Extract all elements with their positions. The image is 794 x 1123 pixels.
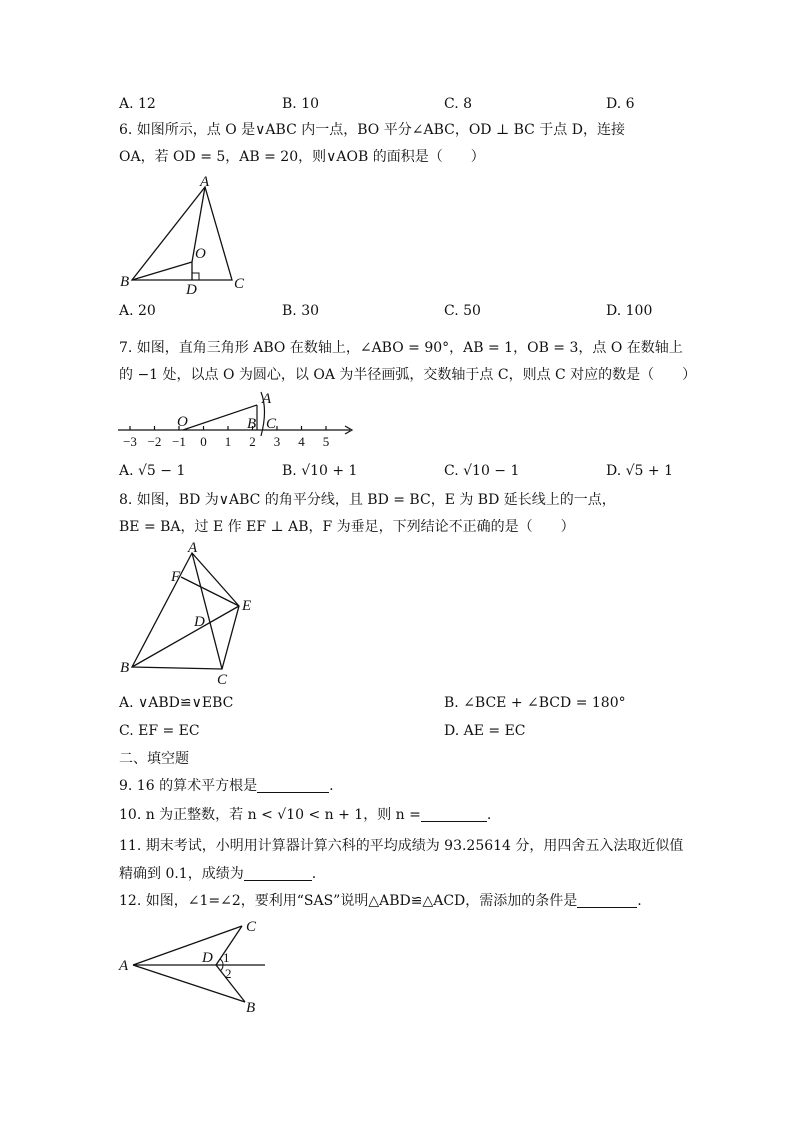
q7-tick-label: −3: [123, 434, 137, 449]
q7-tick-label: 0: [200, 434, 207, 449]
q10-question: [119, 806, 491, 824]
q7-tick-label: −1: [172, 434, 186, 449]
q8-quad-abce: [132, 553, 239, 669]
q11-text: 精确到 0.1，成绩为: [119, 866, 244, 882]
q6-option-d: D. 100: [606, 303, 653, 319]
q6-question-line1: 6. 如图所示，点 O 是∨ABC 内一点，BO 平分∠ABC，OD ⊥ BC 于点 D，连接: [119, 122, 625, 138]
q7-tick-labels: [123, 434, 329, 449]
q12-text: 12. 如图，∠1=∠2，要利用“SAS”说明△ABD≌△ACD，需添加的条件是: [119, 893, 578, 909]
q7-tick-label: 4: [298, 434, 305, 449]
q8-option-b: B. ∠BCE + ∠BCD = 180°: [444, 695, 626, 711]
q6-triangle-abc: [132, 187, 232, 280]
q7-tick-label: 2: [249, 434, 256, 449]
q10-end: .: [486, 807, 492, 823]
q7-option-a: A. √5 − 1: [119, 463, 186, 479]
q5-option-b: B. 10: [282, 96, 320, 112]
q6-label-b: B: [120, 274, 130, 290]
q12-label-b: B: [246, 1000, 256, 1016]
q6-figure: [110, 170, 260, 300]
q8-question-line2: BE = BA，过 E 作 EF ⊥ AB，F 为垂足，下列结论不正确的是（ ）: [119, 519, 575, 535]
q12-label-c: C: [246, 919, 257, 935]
q7-label-a: A: [262, 391, 272, 407]
q8-label-f: F: [171, 569, 181, 585]
q7-label-c: C: [266, 416, 277, 432]
q8-option-c: C. EF = EC: [119, 723, 200, 739]
q12-label-d: D: [202, 950, 213, 966]
q8-label-a: A: [188, 540, 198, 556]
q8-segment-fe: [181, 577, 239, 606]
q7-label-o: O: [177, 414, 188, 430]
q9-question: [119, 777, 334, 795]
q8-label-e: E: [242, 598, 252, 614]
q12-answer-blank[interactable]: [577, 893, 637, 908]
q12-question: [119, 892, 642, 910]
q7-tick-label: 1: [224, 434, 232, 449]
q7-tick-label: −2: [147, 434, 162, 449]
q12-figure: [110, 915, 280, 1020]
q8-figure: [110, 540, 270, 690]
q8-label-c: C: [217, 672, 228, 688]
q7-tick-label: 3: [273, 434, 281, 449]
q9-end: .: [329, 778, 334, 794]
q10-answer-blank[interactable]: [421, 807, 487, 822]
q11-end: .: [311, 866, 317, 882]
q12-label-a: A: [119, 958, 129, 974]
q10-text: 10. n 为正整数，若 n < √10 < n + 1，则 n =: [119, 807, 421, 823]
q12-label-angle1: 1: [223, 950, 230, 965]
q11-answer-blank[interactable]: [244, 866, 312, 881]
q6-label-o: O: [195, 246, 206, 262]
q5-option-c: C. 8: [444, 96, 473, 112]
q7-label-b: B: [247, 416, 257, 432]
q7-tick-label: 5: [322, 434, 330, 449]
q5-option-a: A. 12: [119, 96, 156, 112]
q8-question-line1: 8. 如图，BD 为∨ABC 的角平分线，且 BD = BC，E 为 BD 延长线上的一点，: [119, 492, 616, 508]
q8-option-a: A. ∨ABD≌∨EBC: [119, 695, 234, 711]
q12-angle2-arc: [220, 965, 223, 971]
q6-option-b: B. 30: [282, 303, 320, 319]
q6-question-line2: OA，若 OD = 5，AB = 20，则∨AOB 的面积是（ ）: [119, 149, 485, 165]
q8-label-b: B: [120, 660, 130, 676]
q7-segment-oa: [183, 405, 257, 430]
q6-label-c: C: [234, 276, 245, 292]
q7-option-b: B. √10 + 1: [282, 463, 358, 479]
q7-question-line2: 的 −1 处，以点 O 为圆心，以 OA 为半径画弧，交数轴于点 C，则点 C 对应的数是（ ）: [119, 367, 697, 383]
q12-label-angle2: 2: [225, 966, 232, 981]
q7-question-line1: 7. 如图，直角三角形 ABO 在数轴上，∠ABO = 90°，AB = 1，OB = 3，点 O 在数轴上: [119, 340, 683, 356]
q11-question-line2: [119, 865, 316, 883]
q8-option-d: D. AE = EC: [444, 723, 526, 739]
q6-segment-bo: [132, 262, 192, 280]
q7-tick-marks: [130, 426, 326, 430]
q7-option-d: D. √5 + 1: [606, 463, 673, 479]
q12-end: .: [637, 893, 642, 909]
q11-question-line1: 11. 期末考试，小明用计算器计算六科的平均成绩为 93.25614 分，用四舍五入法取近似值: [119, 838, 684, 854]
q6-option-a: A. 20: [119, 303, 156, 319]
q7-option-c: C. √10 − 1: [444, 463, 520, 479]
q7-number-line-figure: [110, 390, 370, 450]
q6-label-a: A: [200, 174, 210, 190]
q6-label-d: D: [186, 282, 197, 298]
q9-text: 9. 16 的算术平方根是: [119, 778, 258, 794]
q9-answer-blank[interactable]: [257, 778, 329, 793]
q6-option-c: C. 50: [444, 303, 481, 319]
section-heading-fill-in: 二、填空题: [119, 751, 189, 767]
q6-right-angle-mark: [192, 273, 199, 280]
q5-option-d: D. 6: [606, 96, 635, 112]
q8-label-d: D: [194, 614, 205, 630]
